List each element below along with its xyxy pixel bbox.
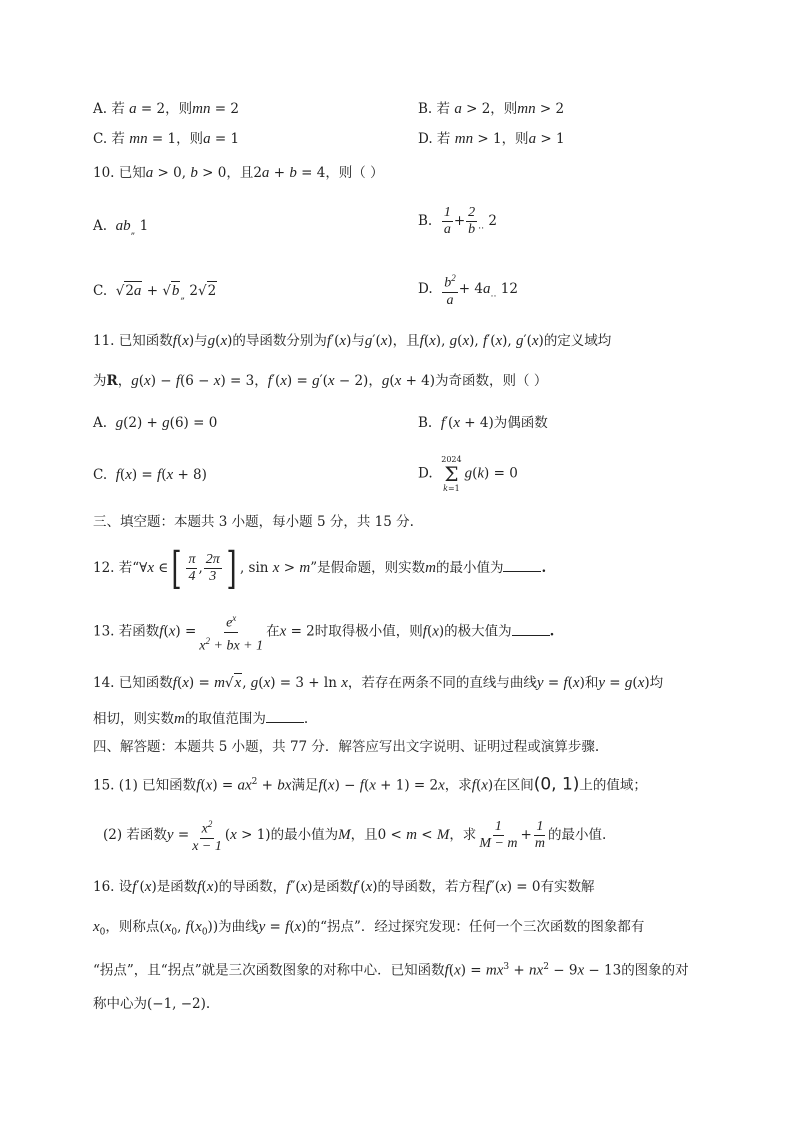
- q16-line2: $x_0$，则称点($x_0$, $f(x_0)$)为曲线y = f(x)的“拐点”．经过探究发现：任何一个三次函数的图象都有: [93, 919, 645, 938]
- q9-option-d: D. 若 mn > 1，则a > 1: [418, 131, 565, 147]
- q16-line1: 16. 设f′(x)是函数f(x)的导函数，f″(x)是函数f′(x)的导函数，若方程f″(x) = 0有实数解: [93, 879, 595, 895]
- q14-line1: 14. 已知函数f(x) = m√x, g(x) = 3 + ln x，若存在两条不同的直线与曲线y = f(x)和y = g(x)均: [93, 675, 664, 691]
- q11-line2: 为R，g(x) − f(6 − x) = 3，f′(x) = g′(x − 2)，g(x + 4)为奇函数，则（ ）: [93, 373, 548, 389]
- q9-option-b: B. 若 a > 2，则mn > 2: [418, 101, 565, 117]
- q16-line3: “拐点”，且“拐点”就是三次函数图象的对称中心．已知函数$f(x) = mx^3 + nx^2 - 9x - 13$的图象的对: [93, 962, 689, 979]
- section4-heading: 四、解答题：本题共 5 小题，共 77 分．解答应写出文字说明、证明过程或演算步骤.: [93, 739, 600, 755]
- q11-option-c: C. f(x) = f(x + 8): [93, 467, 207, 483]
- q15-part1: 15. (1) 已知函数$f(x) = ax^2$ + bx满足f(x) − f(x + 1) = 2x，求f(x)在区间(0, 1)上的值域；: [93, 774, 647, 795]
- q10-option-a: A. $ab_„$ 1: [93, 218, 149, 237]
- section3-heading: 三、填空题：本题共 3 小题，每小题 5 分，共 15 分.: [93, 514, 414, 530]
- q9-option-c: C. 若 mn = 1，则a = 1: [93, 131, 240, 147]
- q11-line1: 11. 已知函数f(x)与g(x)的导函数分别为f′(x)与g′(x)，且f(x), g(x), f′(x), g′(x)的定义域均: [93, 333, 612, 349]
- q15-part2: (2) 若函数y = $\frac{x^2}{x - 1}$ (x > 1)的最小值为M，且0 < m < M，求 $\frac{1}{M - m}$ + $\frac{1}{m}$ 的最小值.: [103, 815, 606, 855]
- q13: 13. 若函数f(x) = $\frac{e^x}{x^2 + bx + 1}$ 在x = 2时取得极小值，则f(x)的极大值为 .: [93, 610, 554, 654]
- q14-line2: 相切，则实数m的取值范围为 .: [93, 711, 309, 727]
- summation-symbol: 2024 Σ k=1: [441, 455, 462, 493]
- q9-option-a: A. 若 a = 2，则mn = 2: [93, 101, 239, 117]
- q11-option-d: D. 2024 Σ k=1 g(k) = 0: [418, 455, 518, 493]
- q10-option-b: B. $\frac{1}{a}$ + $\frac{2}{b}$ $_‥$ 2: [418, 205, 498, 237]
- q12: 12. 若“∀x ∈[ $\frac{\pi}{4}$ , $\frac{2\pi}{3}$ ] , sin x > m”是假命题，则实数m的最小值为 .: [93, 542, 547, 594]
- q11-option-a: A. g(2) + g(6) = 0: [93, 415, 218, 431]
- q10-stem: 10. 已知a > 0, b > 0，且2a + b = 4，则（ ）: [93, 165, 384, 181]
- q10-option-d: D. $\frac{b^2}{a}$ + $4a_‥$ 12: [418, 270, 518, 309]
- q10-option-c: C. $√2a + √b_„$ 2√2: [93, 283, 217, 302]
- q11-option-b: B. f′(x + 4)为偶函数: [418, 415, 548, 431]
- q16-line4: 称中心为(−1, −2).: [93, 996, 211, 1012]
